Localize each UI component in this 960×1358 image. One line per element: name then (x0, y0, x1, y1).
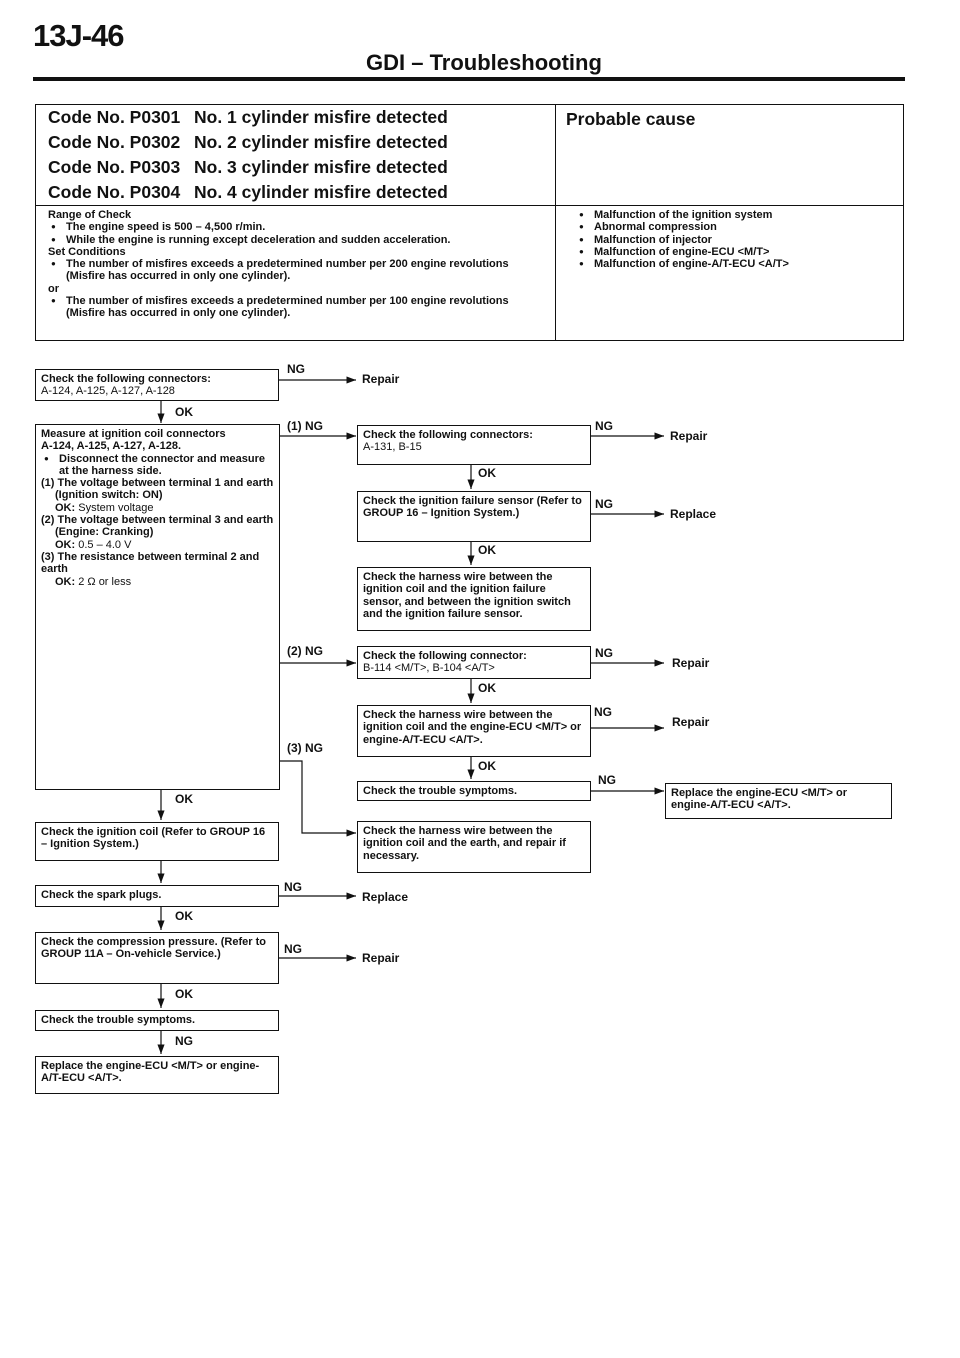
measure-line: Measure at ignition coil connectors (41, 428, 226, 440)
ng1-label: (1) NG (287, 419, 323, 433)
ok-label: OK (478, 681, 496, 695)
check-compression-box: Check the compression pressure. (Refer to GROUP 11A – On-vehicle Service.) (35, 932, 279, 984)
check-spark-plugs-box: Check the spark plugs. (35, 885, 279, 907)
page-number: 13J-46 (33, 18, 124, 53)
ng-label: NG (284, 942, 302, 956)
box-body: A-131, B-15 (363, 441, 422, 454)
check-symptoms-box: Check the trouble symptoms. (35, 1010, 279, 1031)
replace-ecu-box: Replace the engine-ECU <M/T> or engine-A/T-ECU <A/T>. (665, 783, 892, 819)
measure-cond: (Ignition switch: ON) (55, 489, 163, 502)
section-title: GDI – Troubleshooting (366, 50, 602, 75)
result-repair: Repair (672, 715, 710, 729)
result-repair: Repair (362, 372, 400, 386)
replace-ecu-box: Replace the engine-ECU <M/T> or engine-A/T-ECU <A/T>. (35, 1056, 279, 1094)
box-body: A-124, A-125, A-127, A-128 (41, 385, 175, 398)
arrow-ng3 (280, 761, 356, 833)
ok-label: OK (175, 405, 193, 419)
ng-label: NG (595, 497, 613, 511)
box-title: Check the following connectors: (41, 373, 211, 385)
ok-label: OK (175, 909, 193, 923)
check-connector-box (357, 646, 591, 679)
measure-box (35, 424, 280, 790)
ok-label: OK (478, 466, 496, 480)
box-title: Check the following connectors: (363, 429, 533, 441)
ng-label: NG (284, 880, 302, 894)
check-failure-sensor-box: Check the ignition failure sensor (Refer to GROUP 16 – Ignition System.) (357, 491, 591, 542)
check-harness-ecu-box: Check the harness wire between the ignition coil and the engine-ECU <M/T> or engine-A/T-ECU <A/T>. (357, 705, 591, 757)
measure-bullet: ● Disconnect the connector and measure at the harness side. (41, 453, 274, 478)
probable-cause-title: Probable cause (566, 109, 696, 129)
code-row: Code No. P0304 No. 4 cylinder misfire detected (48, 182, 448, 202)
measure-item: (2) The voltage between terminal 3 and earth (41, 514, 274, 527)
measure-ok: OK: System voltage (55, 501, 154, 514)
code-row: Code No. P0301 No. 1 cylinder misfire detected (48, 107, 448, 127)
cause-item: ● Abnormal compression (576, 221, 896, 233)
ng-label: NG (287, 362, 305, 376)
result-replace: Replace (670, 507, 717, 521)
measure-line: A-124, A-125, A-127, A-128. (41, 440, 182, 453)
result-repair: Repair (362, 951, 400, 965)
set-heading: Set Conditions (48, 245, 126, 258)
set-item: ● The number of misfires exceeds a predetermined number per 100 engine revolutions (Misfire has occurred in only one cylinder). (48, 295, 548, 320)
cause-item: ● Malfunction of the ignition system (576, 209, 896, 221)
box-title: Check the following connector: (363, 650, 527, 662)
ng-label: NG (594, 705, 612, 719)
check-harness-earth-box: Check the harness wire between the ignition coil and the earth, and repair if necessary. (357, 821, 591, 873)
measure-ok: OK: 0.5 – 4.0 V (55, 538, 132, 551)
or-text: or (48, 282, 59, 295)
ok-label: OK (175, 792, 193, 806)
measure-ok: OK: 2 Ω or less (55, 575, 132, 588)
ok-label: OK (478, 543, 496, 557)
ng-label: NG (175, 1034, 193, 1048)
check-connectors-box (357, 425, 591, 465)
ng-label: NG (595, 419, 613, 433)
code-row: Code No. P0302 No. 2 cylinder misfire detected (48, 132, 448, 152)
ng-label: NG (595, 646, 613, 660)
ok-label: OK (478, 759, 496, 773)
code-row: Code No. P0303 No. 3 cylinder misfire detected (48, 157, 448, 177)
ok-label: OK (175, 987, 193, 1001)
cause-item: ● Malfunction of injector (576, 234, 896, 246)
result-replace: Replace (362, 890, 409, 904)
ng3-label: (3) NG (287, 741, 323, 755)
cause-item: ● Malfunction of engine-ECU <M/T> (576, 246, 896, 258)
check-symptoms-box: Check the trouble symptoms. (357, 781, 591, 801)
check-harness-box: Check the harness wire between the ignition coil and the ignition failure sensor, and between the ignition switch and the ignition failure sensor. (357, 567, 591, 631)
check-ignition-coil-box: Check the ignition coil (Refer to GROUP 16 – Ignition System.) (35, 822, 279, 861)
result-repair: Repair (672, 656, 710, 670)
measure-item: (1) The voltage between terminal 1 and earth (41, 477, 274, 490)
range-item: ● While the engine is running except deceleration and sudden acceleration. (48, 234, 548, 246)
ng2-label: (2) NG (287, 644, 323, 658)
check-connectors-box (35, 369, 279, 401)
range-item: ● The engine speed is 500 – 4,500 r/min. (48, 221, 548, 233)
range-heading: Range of Check (48, 209, 132, 221)
box-body: B-114 <M/T>, B-104 <A/T> (363, 662, 495, 675)
cause-item: ● Malfunction of engine-A/T-ECU <A/T> (576, 258, 896, 270)
measure-item: (3) The resistance between terminal 2 and earth (41, 550, 260, 576)
set-item: ● The number of misfires exceeds a predetermined number per 200 engine revolutions (Misfire has occurred in only one cylinder). (48, 258, 548, 283)
result-repair: Repair (670, 429, 708, 443)
measure-cond: (Engine: Cranking) (55, 526, 154, 539)
ng-label: NG (598, 773, 616, 787)
